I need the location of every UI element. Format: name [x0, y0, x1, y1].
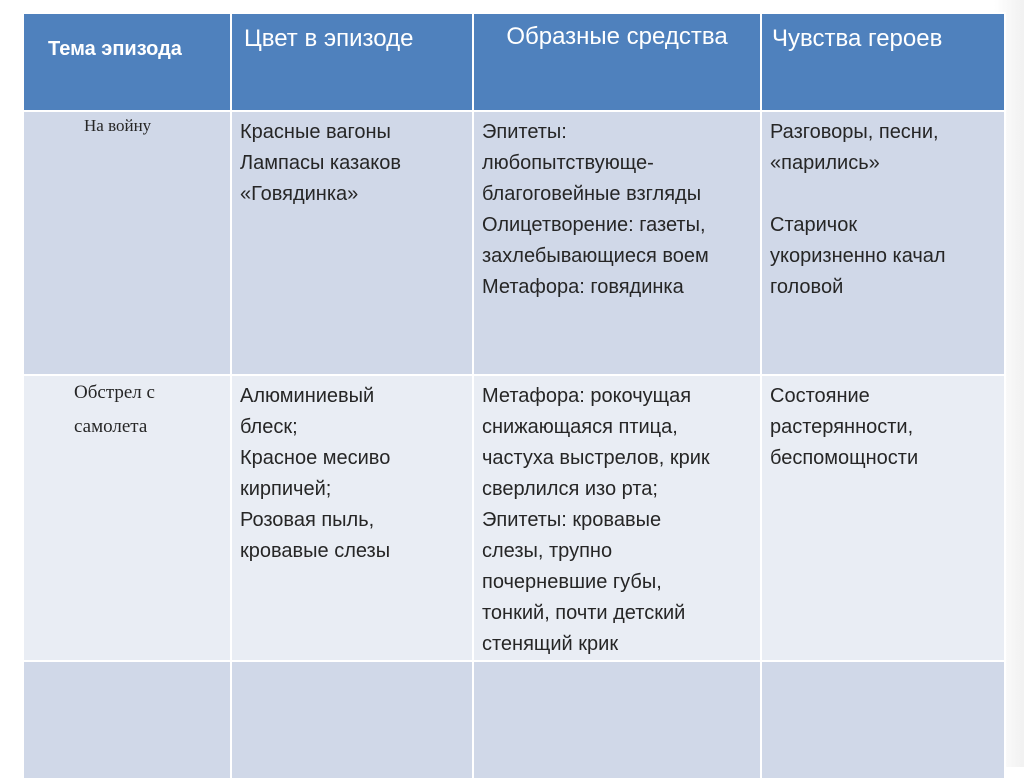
- cell-color: Алюминиевый блеск; Красное месиво кирпичей; Розовая пыль, кровавые слезы: [231, 375, 473, 661]
- cell-means: Метафора: рокочущая снижающаяся птица, частуха выстрелов, крик сверлился изо рта; Эпитеты: кровавые слезы, трупно почерневшие губы, тонкий, почти детский стенящий крик: [473, 375, 761, 661]
- header-means: Образные средства: [473, 13, 761, 111]
- cell-feelings: Состояние растерянности, беспомощности: [761, 375, 1005, 661]
- cell-feelings: Разговоры, песни, «парились» Старичок укоризненно качал головой: [761, 111, 1005, 375]
- header-feelings: Чувства героев: [761, 13, 1005, 111]
- cell-means: Эпитеты: любопытствующе- благоговейные взгляды Олицетворение: газеты, захлебывающиеся воем Метафора: говядинка: [473, 111, 761, 375]
- episode-analysis-table: [22, 12, 1006, 780]
- cell-theme: [23, 661, 231, 779]
- cell-theme: На войну: [23, 111, 231, 375]
- table-row: [23, 661, 1005, 779]
- cell-means: [473, 661, 761, 779]
- table-row: [23, 111, 1005, 375]
- table-row: [23, 375, 1005, 661]
- table-header-row: [23, 13, 1005, 111]
- header-theme: Тема эпизода: [23, 13, 231, 111]
- header-color: Цвет в эпизоде: [231, 13, 473, 111]
- cell-theme: Обстрел с самолета: [23, 375, 231, 661]
- cell-color: Красные вагоны Лампасы казаков «Говядинка»: [231, 111, 473, 375]
- cell-color: [231, 661, 473, 779]
- cell-feelings: [761, 661, 1005, 779]
